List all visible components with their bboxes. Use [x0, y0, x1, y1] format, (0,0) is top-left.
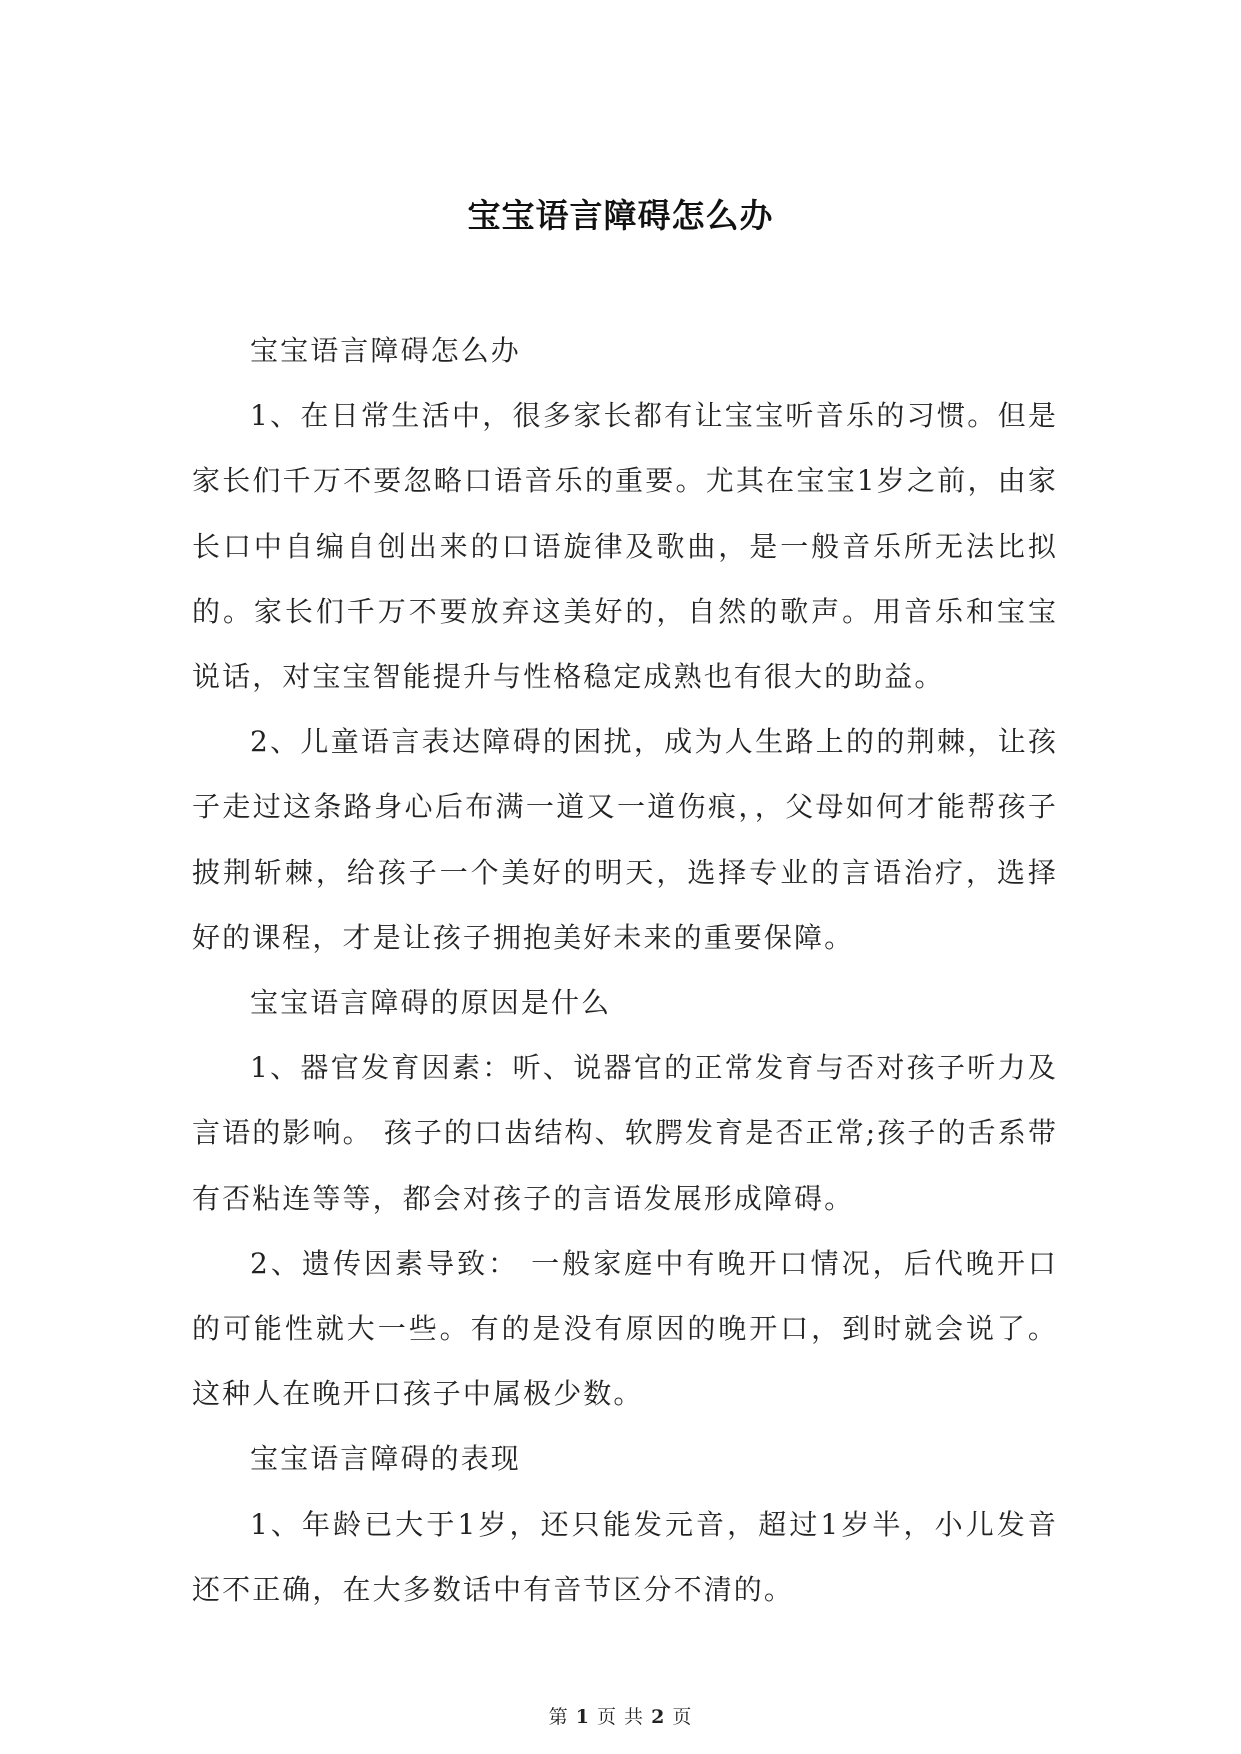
section-heading: 宝宝语言障碍的原因是什么 — [250, 986, 612, 1020]
section-heading: 宝宝语言障碍的表现 — [250, 1442, 521, 1476]
paragraph: 1、在日常生活中，很多家长都有让宝宝听音乐的习惯。但是家长们千万不要忽略口语音乐的重要。尤其在宝宝1岁之前，由家长口中自编自创出来的口语旋律及歌曲，是一般音乐所无法比拟的。家长们千万不要放弃这美好的，自然的歌声。用音乐和宝宝说话，对宝宝智能提升与性格稳定成熟也有很大的助益。 — [192, 399, 1058, 694]
footer-suffix: 页 — [672, 1706, 693, 1728]
paragraph: 1、器官发育因素：听、说器官的正常发育与否对孩子听力及言语的影响。 孩子的口齿结构、软腭发育是否正常;孩子的舌系带有否粘连等等，都会对孩子的言语发展形成障碍。 — [192, 1051, 1058, 1215]
paragraph: 2、遗传因素导致： 一般家庭中有晚开口情况，后代晚开口的可能性就大一些。有的是没有原因的晚开口，到时就会说了。这种人在晚开口孩子中属极少数。 — [192, 1246, 1058, 1411]
footer-middle: 页 共 — [596, 1706, 645, 1728]
paragraph: 1、年龄已大于1岁，还只能发元音，超过1岁半，小儿发音还不正确，在大多数话中有音节区分不清的。 — [192, 1507, 1058, 1606]
page-footer — [0, 1702, 1241, 1729]
document-body — [192, 318, 1058, 1622]
paragraph: 2、儿童语言表达障碍的困扰，成为人生路上的的荆棘，让孩子走过这条路身心后布满一道又一道伤痕，，父母如何才能帮孩子披荆斩棘，给孩子一个美好的明天，选择专业的言语治疗，选择好的课程，才是让孩子拥抱美好未来的重要保障。 — [192, 725, 1058, 954]
footer-prefix: 第 — [548, 1706, 569, 1728]
total-page-number: 2 — [651, 1706, 666, 1728]
current-page-number: 1 — [575, 1706, 590, 1728]
document-title: 宝宝语言障碍怎么办 — [467, 196, 774, 235]
section-heading: 宝宝语言障碍怎么办 — [250, 334, 521, 367]
